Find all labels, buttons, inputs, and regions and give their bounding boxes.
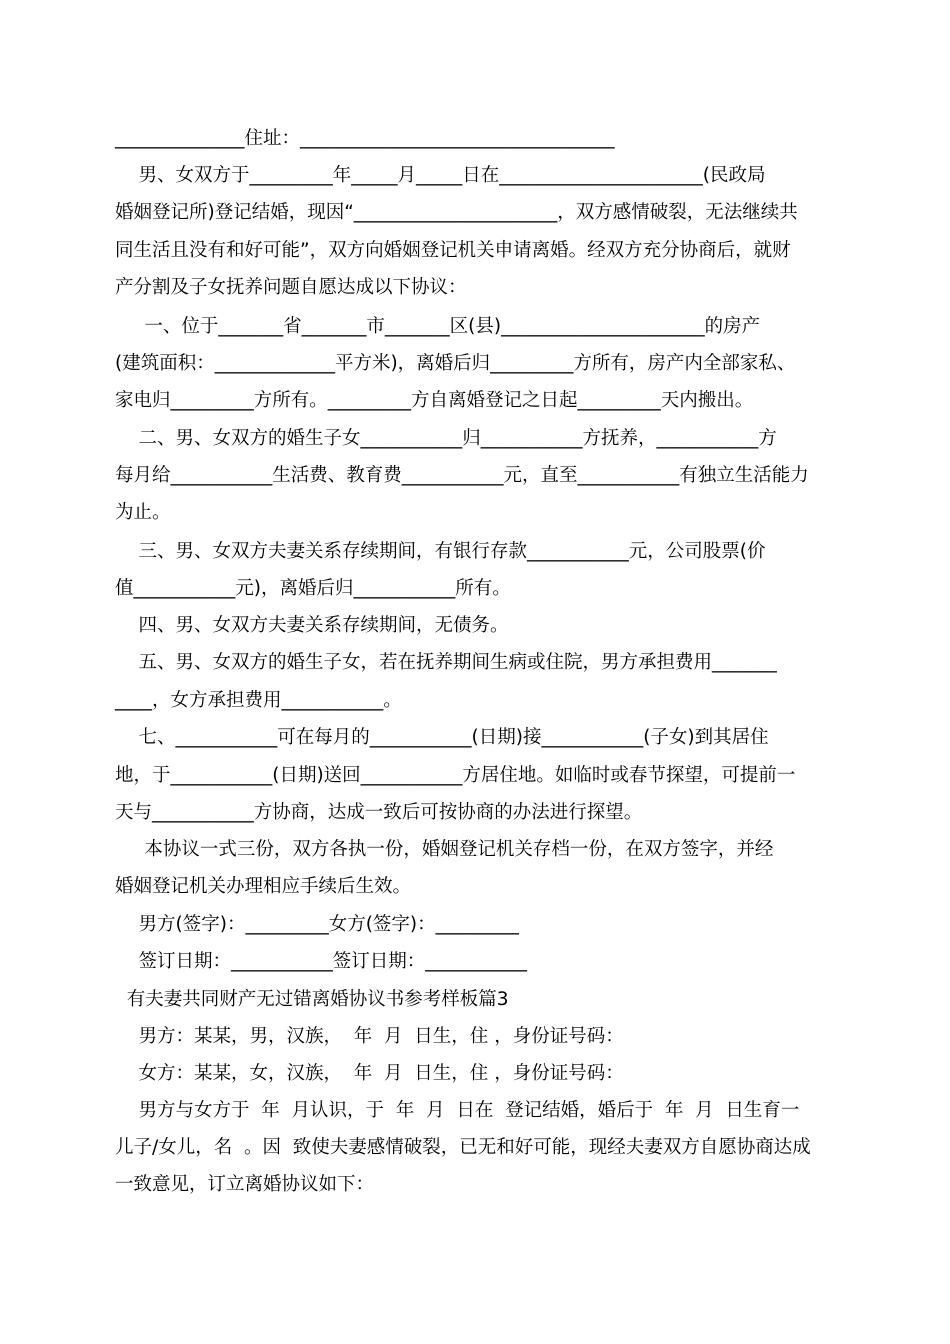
section-title: 有夫妻共同财产无过错离婚协议书参考样板篇3	[115, 989, 509, 1010]
text-line: 男、女双方于_________年_____月_____日在______________________(民政局	[115, 165, 766, 186]
text-line: 每月给___________生活费、教育费___________元，直至___________有独立生活能力	[115, 465, 809, 486]
text-line: 婚姻登记所)登记结婚，现因“______________________，双方感情破裂，无法继续共	[115, 202, 798, 223]
text-line: 儿子/女儿，名 。因 致使夫妻感情破裂，已无和好可能，现经夫妻双方自愿协商达成	[115, 1137, 811, 1158]
text-line: 二、男、女双方的婚生子女___________归___________方抚养，___________方	[115, 428, 777, 449]
text-line: 为止。	[115, 502, 171, 523]
text-line: 一致意见，订立离婚协议如下：	[115, 1174, 375, 1195]
text-line: 家电归_________方所有。_________方自离婚登记之日起_________天内搬出。	[115, 390, 754, 411]
text-line: 三、男、女双方夫妻关系存续期间，有银行存款___________元，公司股票(价	[115, 541, 766, 562]
text-line: 婚姻登记机关办理相应手续后生效。	[115, 876, 412, 897]
text-line: 产分割及子女抚养问题自愿达成以下协议：	[115, 277, 467, 298]
text-line: 值___________元)，离婚后归___________所有。	[115, 578, 511, 599]
text-line: 五、男、女双方的婚生子女，若在抚养期间生病或住院，男方承担费用_______	[115, 652, 777, 673]
text-line: ____，女方承担费用___________。	[115, 690, 402, 711]
text-line: 地，于___________(日期)送回___________方居住地。如临时或春节探望，可提前一	[115, 765, 796, 786]
text-line: ______________住址：__________________________________	[115, 128, 615, 149]
text-line: 本协议一式三份，双方各执一份，婚姻登记机关存档一份，在双方签字，并经	[115, 839, 774, 860]
text-line: 七、___________可在每月的___________(日期)接___________(子女)到其居住	[115, 727, 769, 748]
text-line: 男方与女方于 年 月认识，于 年 月 日在 登记结婚，婚后于 年 月 日生育一	[115, 1100, 800, 1121]
text-line: 男方：某某，男，汉族， 年 月 日生，住 ，身份证号码：	[115, 1026, 624, 1047]
text-line: 签订日期：___________签订日期：___________	[115, 951, 528, 972]
text-line: 四、男、女双方夫妻关系存续期间，无债务。	[115, 615, 509, 636]
text-line: (建筑面积：_____________平方米)，离婚后归_________方所有，房产内全部家私、	[115, 353, 796, 374]
text-line: 天与___________方协商，达成一致后可按协商的办法进行探望。	[115, 802, 643, 823]
text-line: 女方：某某，女，汉族， 年 月 日生，住 ，身份证号码：	[115, 1063, 624, 1084]
text-line: 男方(签字)：_________女方(签字)：_________	[115, 914, 519, 935]
text-line: 同生活且没有和好可能”，双方向婚姻登记机关申请离婚。经双方充分协商后，就财	[115, 240, 791, 261]
text-line: 一、位于_______省_______市_______区(县)______________________的房产	[115, 316, 761, 337]
